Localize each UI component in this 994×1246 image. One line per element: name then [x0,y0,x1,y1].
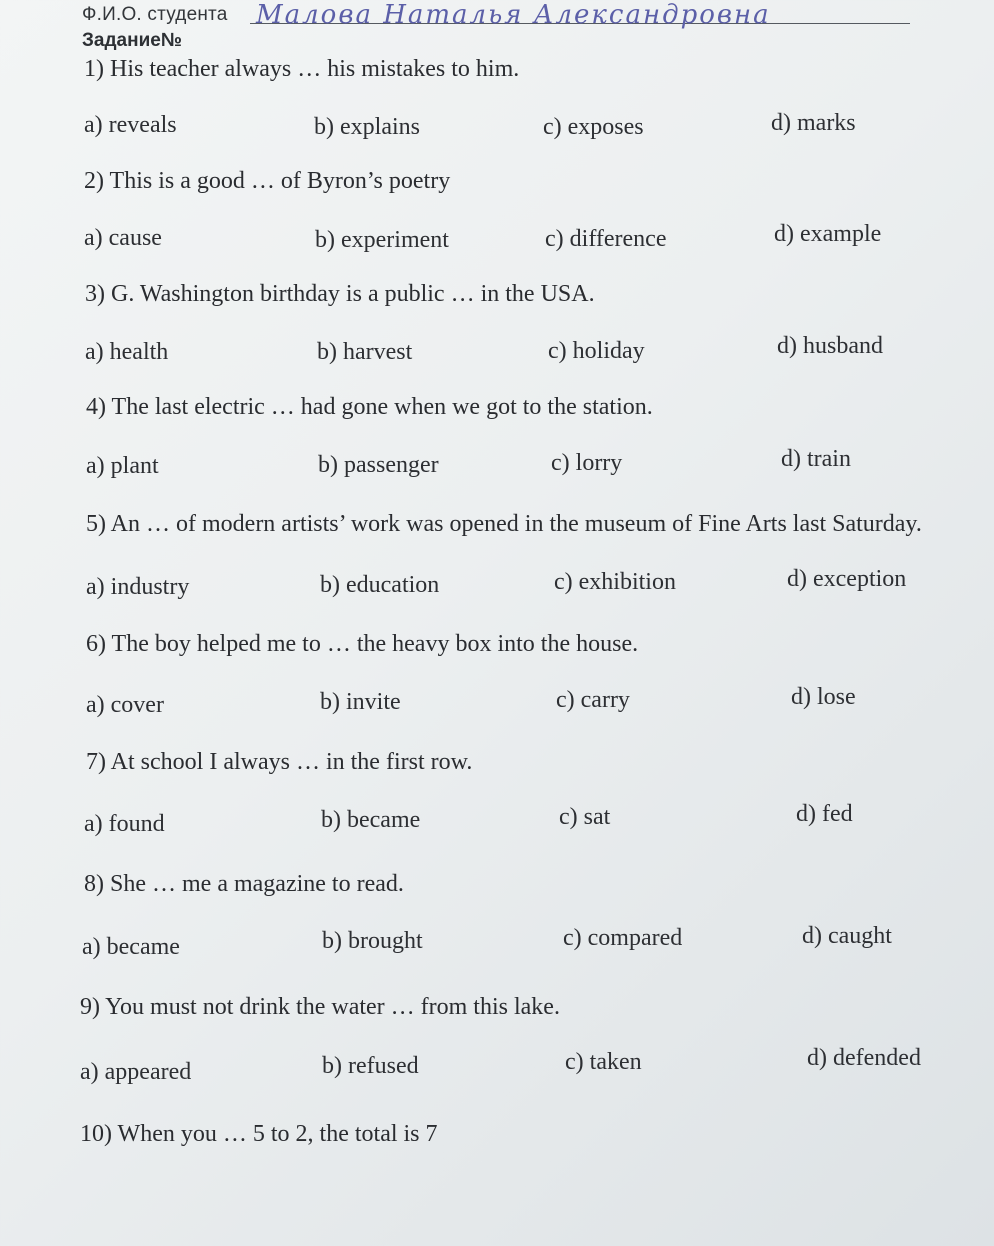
question-6: 6) The boy helped me to … the heavy box into the house. [86,631,639,657]
option-3b: b) harvest [317,339,413,365]
option-5d: d) exception [787,566,907,592]
option-2d: d) example [774,221,882,247]
option-4b: b) passenger [318,452,439,478]
option-2a: a) cause [84,225,162,251]
option-9d: d) defended [807,1045,921,1071]
option-3d: d) husband [777,333,883,359]
option-5b: b) education [320,572,440,598]
option-4d: d) train [781,446,851,472]
option-7b: b) became [321,807,421,833]
question-10: 10) When you … 5 to 2, the total is 7 [80,1121,438,1147]
option-9c: c) taken [565,1049,642,1075]
option-6c: c) carry [556,687,630,713]
option-6a: a) cover [86,692,164,718]
task-number-label: Задание№ [82,30,183,51]
option-6d: d) lose [791,684,856,710]
option-6b: b) invite [320,689,401,715]
option-4c: c) lorry [551,450,623,476]
option-2b: b) experiment [315,227,449,253]
option-5c: c) exhibition [554,569,676,595]
option-7d: d) fed [796,801,853,827]
option-9b: b) refused [322,1053,419,1079]
option-8c: c) compared [563,925,683,951]
option-1a: a) reveals [84,112,177,138]
option-1d: d) marks [771,110,856,136]
handwritten-student-name: Малова Наталья Александровна [256,0,771,30]
option-8b: b) brought [322,928,423,954]
option-4a: a) plant [86,453,159,479]
question-1: 1) His teacher always … his mistakes to him. [84,56,520,82]
option-8a: a) became [82,934,180,960]
option-3c: c) holiday [548,338,645,364]
question-5: 5) An … of modern artists’ work was opened in the museum of Fine Arts last Saturday. [86,511,922,537]
question-7: 7) At school I always … in the first row. [86,749,473,775]
option-1c: c) exposes [543,114,644,140]
student-name-label: Ф.И.О. студента [82,4,228,25]
option-5a: a) industry [86,574,190,600]
question-9: 9) You must not drink the water … from this lake. [80,994,560,1020]
option-8d: d) caught [802,923,892,949]
question-8: 8) She … me a magazine to read. [84,871,404,897]
question-2: 2) This is a good … of Byron’s poetry [84,168,451,194]
option-7c: c) sat [559,804,611,830]
option-9a: a) appeared [80,1059,192,1085]
option-3a: a) health [85,339,169,365]
option-2c: c) difference [545,226,667,252]
question-4: 4) The last electric … had gone when we got to the station. [86,394,653,420]
question-3: 3) G. Washington birthday is a public … in the USA. [85,281,595,307]
option-7a: a) found [84,811,165,837]
option-1b: b) explains [314,114,420,140]
